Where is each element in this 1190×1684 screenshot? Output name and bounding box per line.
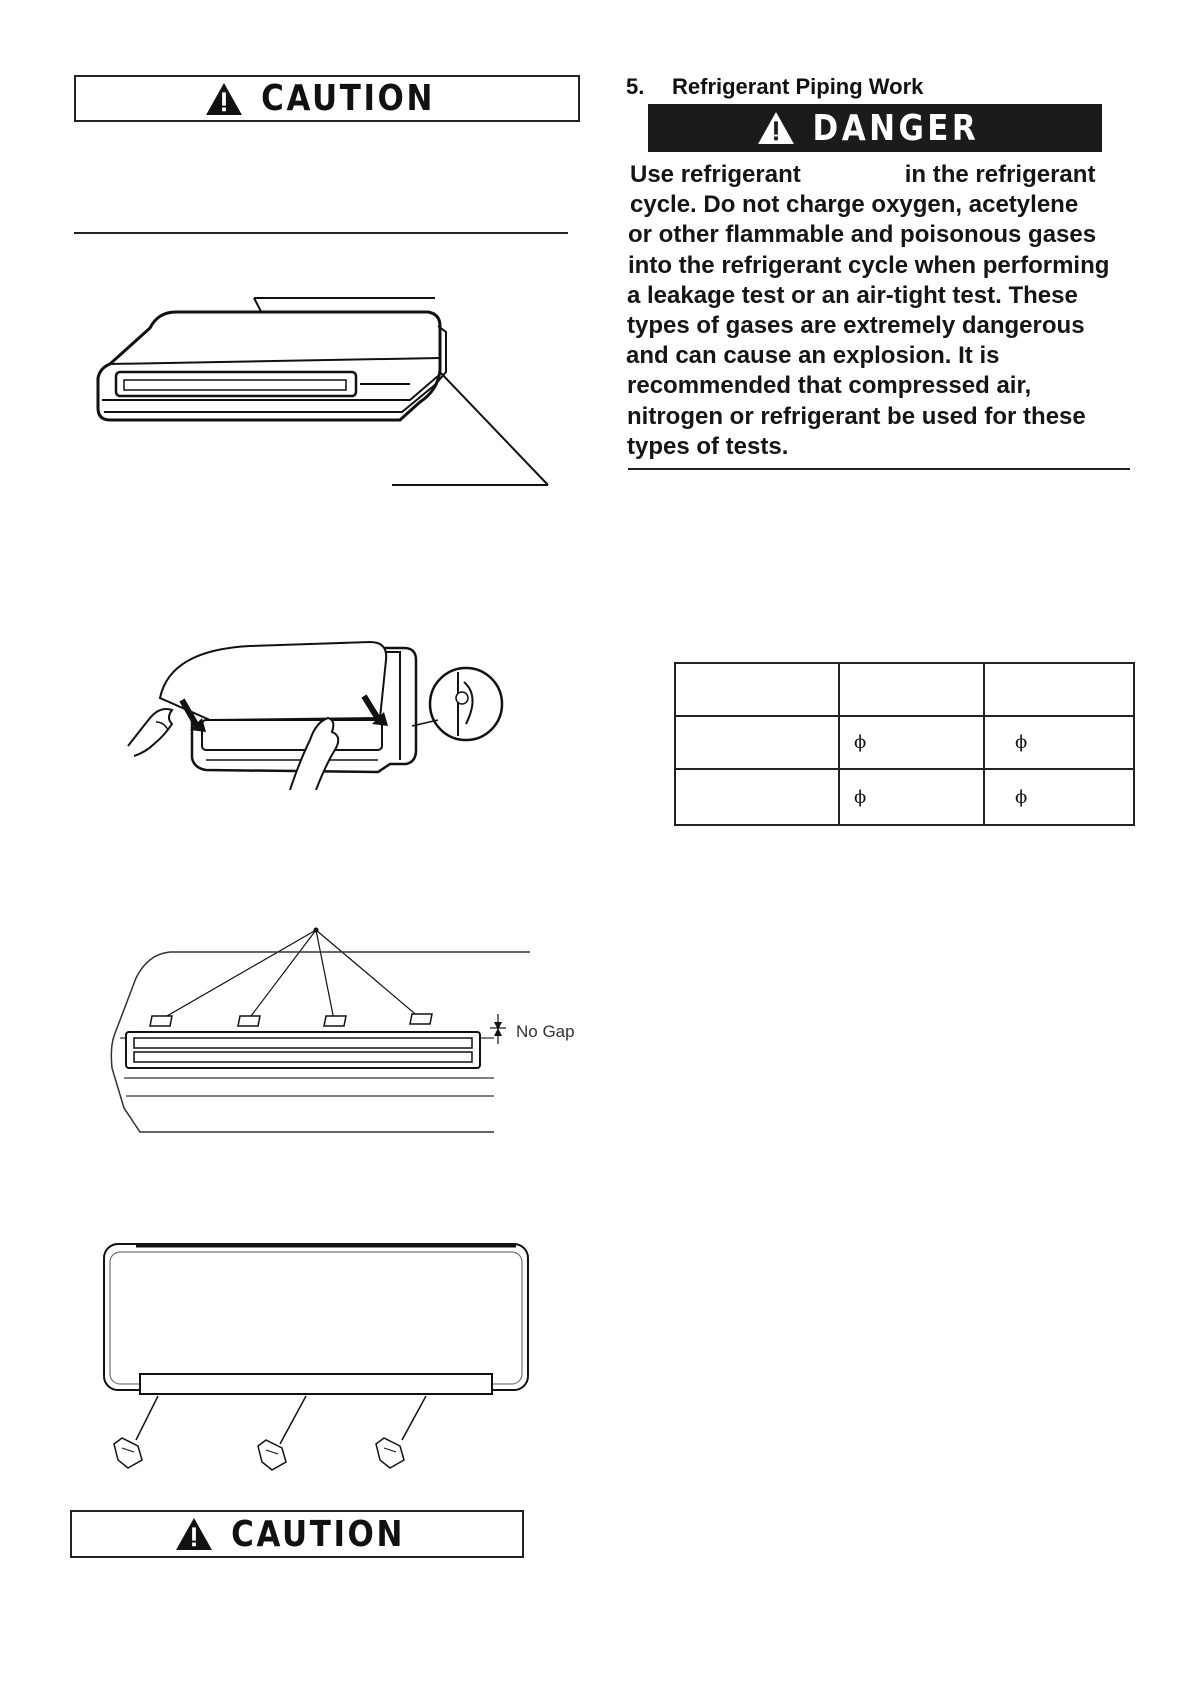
caution-banner-top [74,75,580,122]
table-cell [984,663,1134,716]
caution-label: CAUTION [231,1513,405,1555]
divider-left [74,232,568,234]
danger-line-4: into the refrigerant cycle when performing [628,251,1110,279]
danger-line-6: types of gases are extremely dangerous [627,312,1085,340]
table-row [675,769,1134,825]
danger-line-10: types of tests. [627,432,789,460]
table-row [675,663,1134,716]
clip-3 [376,1438,404,1468]
table-row [675,716,1134,769]
danger-line-8: recommended that compressed air, [627,372,1032,400]
caution-label: CAUTION [261,78,435,119]
panel-removal-figure [120,640,510,790]
section-heading [626,74,923,100]
unit-clips-figure [96,1240,536,1480]
caution-banner-bottom [70,1510,524,1558]
clip-2 [258,1440,286,1470]
table-cell: ϕ [984,716,1134,769]
table-cell [675,716,839,769]
section-title: Refrigerant Piping Work [672,74,924,99]
warning-triangle-icon [757,111,795,145]
danger-line-3: or other flammable and poisonous gases [628,221,1097,249]
danger-paragraph [626,160,1150,462]
danger-banner [648,104,1102,152]
no-gap-label: No Gap [516,1022,575,1041]
danger-line-1: Use refrigerant in the refrigerant [630,161,1096,188]
table-cell: ϕ [984,769,1134,825]
danger-line-7: and can cause an explosion. It is [626,342,1000,370]
danger-line-5: a leakage test or an air-tight test. These [627,281,1078,309]
warning-triangle-icon [175,1517,213,1551]
danger-line-9: nitrogen or refrigerant be used for these [627,402,1086,430]
clip-1 [114,1438,142,1468]
indoor-unit-figure [90,280,560,500]
warning-triangle-icon [205,82,243,116]
table-cell [675,769,839,825]
table-cell: ϕ [839,716,984,769]
table-cell [675,663,839,716]
danger-line-2: cycle. Do not charge oxygen, acetylene [630,191,1079,219]
table-cell [839,663,984,716]
danger-label: DANGER [812,107,980,149]
section-number: 5. [626,74,645,99]
divider-right [628,468,1130,470]
table-cell: ϕ [839,769,984,825]
pipe-size-table [674,662,1135,826]
